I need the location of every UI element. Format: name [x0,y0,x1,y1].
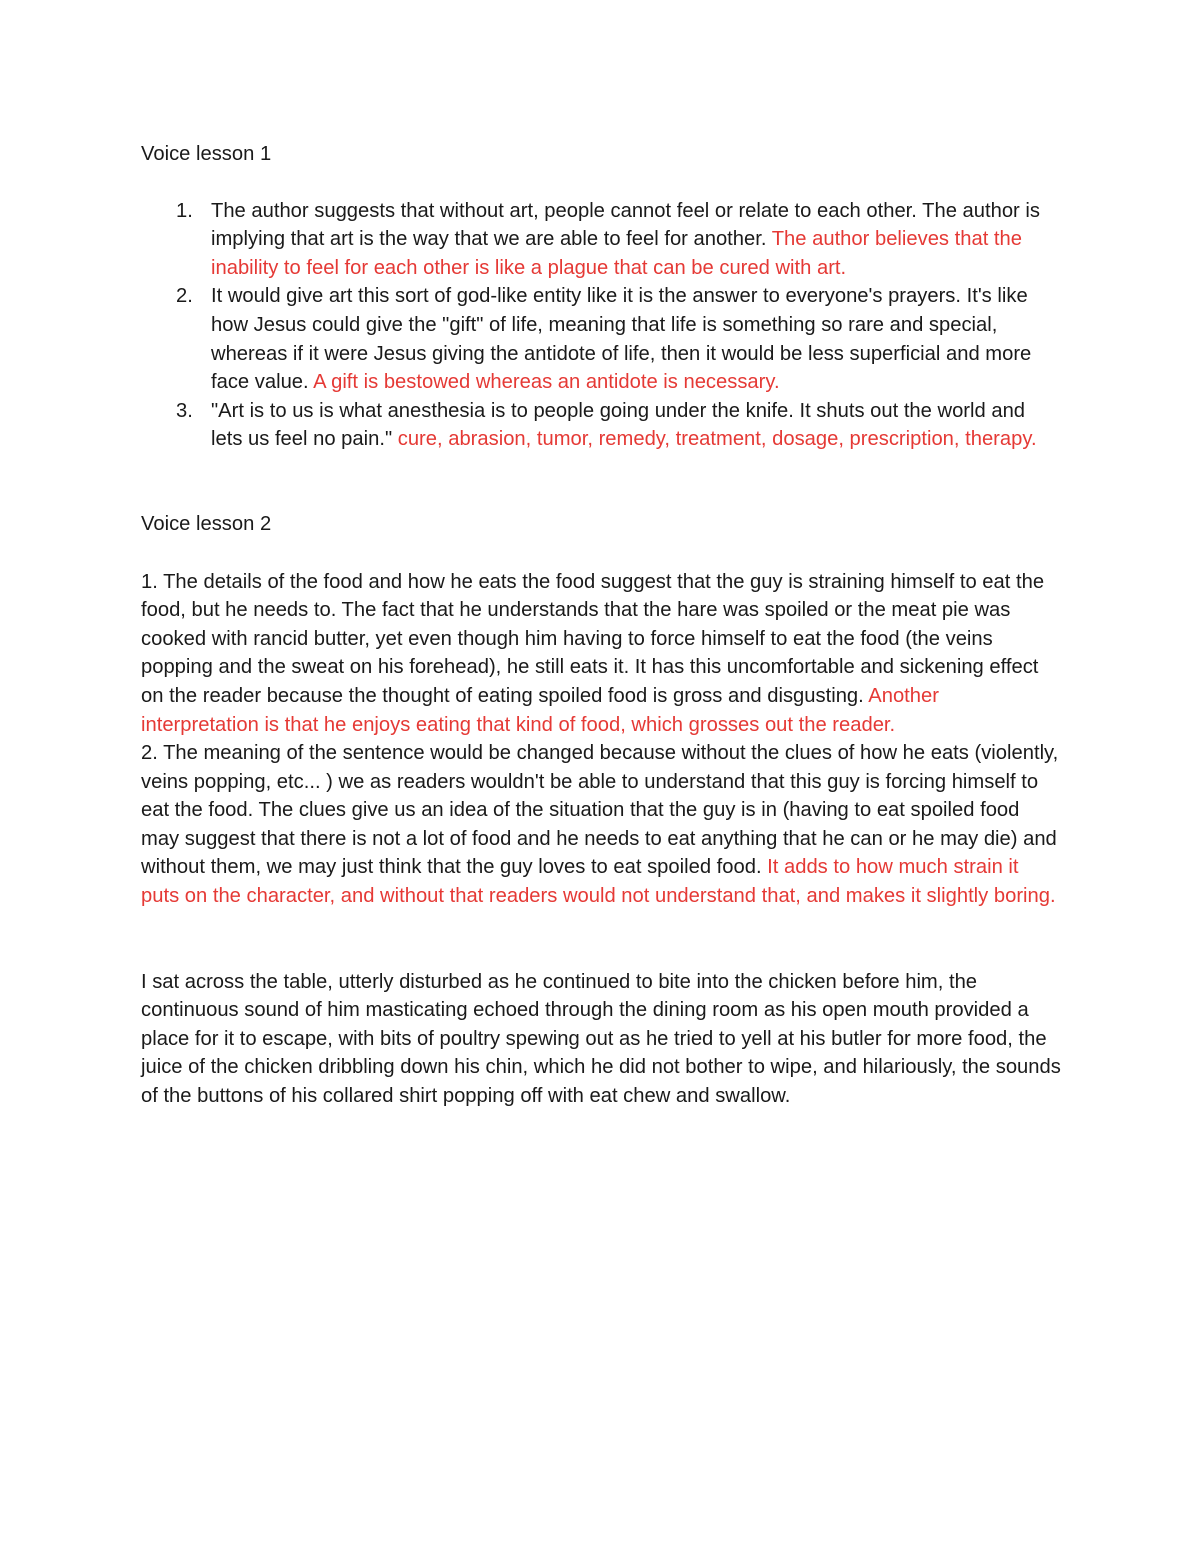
voice-lesson-2-answer-1 [141,568,1061,740]
list-item [141,397,1061,454]
document-content [141,140,1061,1111]
list-item-red-annotation: cure, abrasion, tumor, remedy, treatment, dosage, prescription, therapy. [397,428,1037,451]
answer-text: 1. The details of the food and how he eats the food suggest that the guy is straining himself to eat the food, but he needs to. The fact that he understands that the hare was spoiled or the meat pie was cooked with rancid butter, yet even though him having to force himself to eat the food (the veins popping and the sweat on his forehead), he still eats it. It has this uncomfortable and sickening effect on the reader because the thought of eating spoiled food is gross and disgusting. [141,570,1045,707]
list-item [141,197,1061,283]
voice-lesson-2-answer-2 [141,739,1061,911]
list-item-text: The author suggests that without art, people cannot feel or relate to each other. The author is implying that art is the way that we are able to feel for another. [211,199,1040,251]
section-spacer [141,911,1061,968]
section-spacer [141,454,1061,510]
list-item-number: 2. [176,285,193,308]
list-item [141,282,1061,396]
closing-paragraph: I sat across the table, utterly disturbed as he continued to bite into the chicken before him, the continuous sound of him masticating echoed through the dining room as his open mouth provided a place for it to escape, with bits of poultry spewing out as he tried to yell at his butler for more food, the juice of the chicken dribbling down his chin, which he did not bother to wipe, and hilariously, the sounds of the buttons of his collared shirt popping off with eat chew and swallow. [141,970,1061,1108]
voice-lesson-2-heading: Voice lesson 2 [141,512,272,535]
list-item-text: "Art is to us is what anesthesia is to people going under the knife. It shuts out the world and lets us feel no pain." [211,399,1026,451]
answer-text: 2. The meaning of the sentence would be changed because without the clues of how he eats (violently, veins popping, etc... ) we as readers wouldn't be able to understand that this guy is forcing himself to eat the food. The clues give us an idea of the situation that the guy is in (having to eat spoiled food may suggest that there is not a lot of food and he needs to eat anything that he can or he may die) and without them, we may just think that the guy loves to eat spoiled food. [141,742,1059,879]
voice-lesson-1-list [141,197,1061,454]
answer-red-annotation: It adds to how much strain it puts on the character, and without that readers would not understand that, and makes it slightly boring. [141,856,1056,908]
list-item-red-annotation: The author believes that the inability to feel for each other is like a plague that can be cured with art. [211,228,1022,279]
answer-red-annotation: Another interpretation is that he enjoys eating that kind of food, which grosses out the reader. [141,684,939,736]
list-item-text: It would give art this sort of god-like entity like it is the answer to everyone's prayers. It's like how Jesus could give the "gift" of life, meaning that life is something so rare and special, whereas if it were Jesus giving the antidote of life, then it would be less superficial and more face value. [211,285,1032,394]
voice-lesson-1-heading: Voice lesson 1 [141,143,272,165]
list-item-number: 1. [176,199,193,222]
list-item-number: 3. [176,399,193,422]
list-item-red-annotation: A gift is bestowed whereas an antidote is necessary. [313,371,780,394]
